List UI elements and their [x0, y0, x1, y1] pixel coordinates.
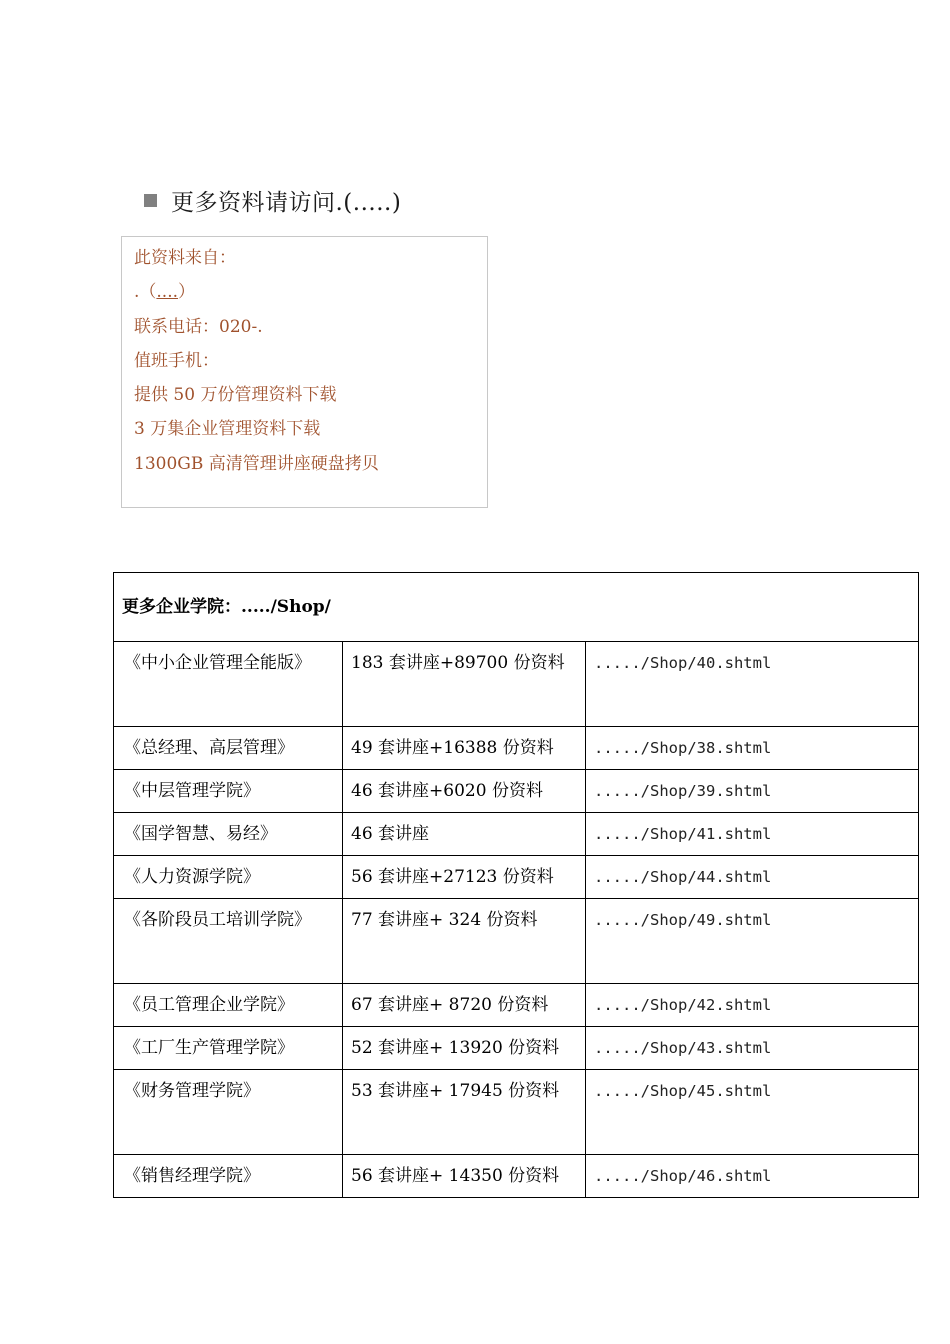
course-url[interactable]: ...../Shop/44.shtml: [586, 856, 919, 899]
table-row: [114, 1027, 919, 1070]
table-header: 更多企业学院：...../Shop/: [114, 573, 919, 642]
source-link-line: [134, 277, 195, 302]
page-title: 更多资料请访问.(.....): [171, 189, 402, 216]
course-desc: 46 套讲座+6020 份资料: [343, 770, 586, 813]
course-desc: 67 套讲座+ 8720 份资料: [343, 984, 586, 1027]
course-url[interactable]: ...../Shop/42.shtml: [586, 984, 919, 1027]
course-url[interactable]: ...../Shop/38.shtml: [586, 727, 919, 770]
course-desc: 183 套讲座+89700 份资料: [343, 642, 586, 727]
table-row: [114, 1070, 919, 1155]
offer-line-3: 1300GB 高清管理讲座硬盘拷贝: [134, 454, 379, 474]
course-name: 《财务管理学院》: [114, 1070, 343, 1155]
course-name: 《国学智慧、易经》: [114, 813, 343, 856]
page-heading: [144, 183, 401, 217]
shop-table: [113, 572, 919, 1198]
square-bullet-icon: [144, 194, 157, 207]
table-row: [114, 727, 919, 770]
source-link-suffix: ）: [178, 282, 196, 302]
table-row: [114, 642, 919, 727]
course-url[interactable]: ...../Shop/45.shtml: [586, 1070, 919, 1155]
course-desc: 52 套讲座+ 13920 份资料: [343, 1027, 586, 1070]
info-box: [121, 236, 488, 508]
course-url[interactable]: ...../Shop/49.shtml: [586, 899, 919, 984]
table-row: [114, 1155, 919, 1198]
course-url[interactable]: ...../Shop/39.shtml: [586, 770, 919, 813]
course-name: 《人力资源学院》: [114, 856, 343, 899]
course-name: 《中层管理学院》: [114, 770, 343, 813]
course-name: 《员工管理企业学院》: [114, 984, 343, 1027]
table-row: [114, 770, 919, 813]
course-desc: 56 套讲座+ 14350 份资料: [343, 1155, 586, 1198]
course-url[interactable]: ...../Shop/40.shtml: [586, 642, 919, 727]
course-desc: 53 套讲座+ 17945 份资料: [343, 1070, 586, 1155]
table-row: [114, 856, 919, 899]
phone-label: 联系电话：020-.: [134, 317, 263, 337]
course-desc: 56 套讲座+27123 份资料: [343, 856, 586, 899]
table-row: [114, 813, 919, 856]
course-name: 《工厂生产管理学院》: [114, 1027, 343, 1070]
course-desc: 46 套讲座: [343, 813, 586, 856]
course-desc: 49 套讲座+16388 份资料: [343, 727, 586, 770]
course-name: 《各阶段员工培训学院》: [114, 899, 343, 984]
table-header-row: [114, 573, 919, 642]
mobile-label: 值班手机：: [134, 351, 219, 371]
course-url[interactable]: ...../Shop/43.shtml: [586, 1027, 919, 1070]
source-label: 此资料来自：: [134, 248, 236, 268]
table-row: [114, 984, 919, 1027]
course-desc: 77 套讲座+ 324 份资料: [343, 899, 586, 984]
source-link-prefix: .（: [134, 282, 157, 302]
source-link[interactable]: ....: [156, 282, 179, 302]
course-name: 《销售经理学院》: [114, 1155, 343, 1198]
course-url[interactable]: ...../Shop/46.shtml: [586, 1155, 919, 1198]
course-url[interactable]: ...../Shop/41.shtml: [586, 813, 919, 856]
course-name: 《中小企业管理全能版》: [114, 642, 343, 727]
course-name: 《总经理、高层管理》: [114, 727, 343, 770]
offer-line-2: 3 万集企业管理资料下载: [134, 419, 321, 439]
table-row: [114, 899, 919, 984]
offer-line-1: 提供 50 万份管理资料下载: [134, 385, 337, 405]
